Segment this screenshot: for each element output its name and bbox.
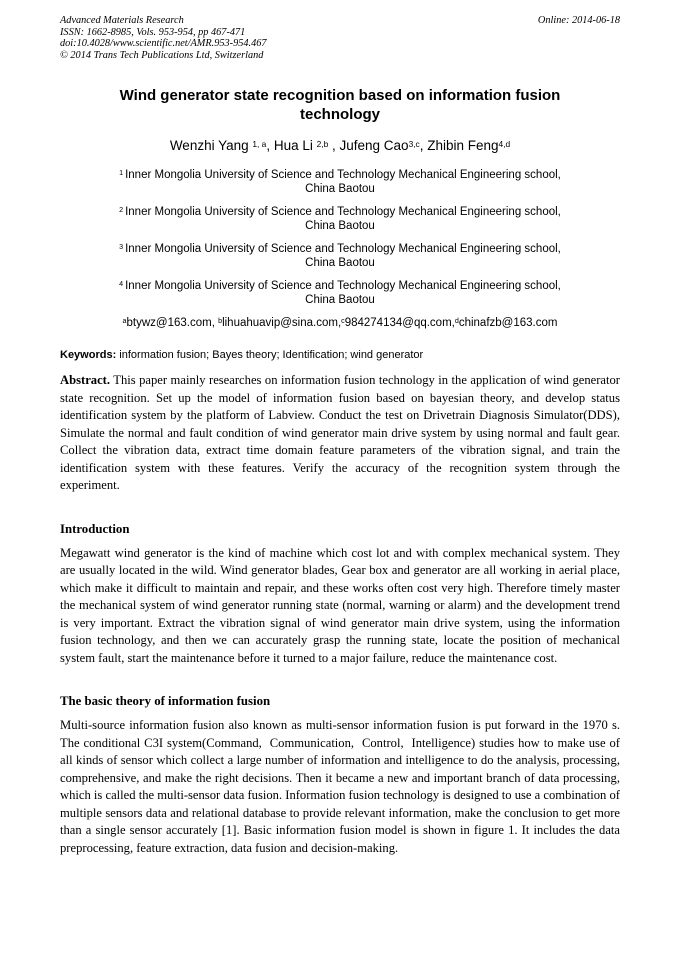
affiliation-name: Inner Mongolia University of Science and Technology Mechanical Engineering school,	[125, 206, 561, 219]
affiliation-city: China Baotou	[305, 220, 375, 233]
affiliation-city: China Baotou	[305, 183, 375, 196]
abstract-label: Abstract.	[60, 373, 111, 388]
journal-name: Advanced Materials Research	[60, 15, 184, 26]
author: Jufeng Cao$^{3,c}$,	[339, 138, 428, 154]
email-superscript: b	[218, 317, 223, 326]
email: $^b$lihuahuavip@sina.com,	[218, 317, 342, 330]
affiliation-superscript: 4	[119, 280, 124, 289]
affiliation-superscript: 3	[119, 243, 124, 252]
section-heading-basic-theory: The basic theory of information fusion	[60, 694, 271, 709]
affiliation-name: Inner Mongolia University of Science and Technology Mechanical Engineering school,	[125, 243, 561, 256]
affiliation-superscript: 1	[119, 169, 124, 178]
paper-title: Wind generator state recognition based on information fusion technology	[119, 87, 561, 124]
authors-line	[60, 137, 620, 154]
email-superscript: c	[341, 317, 345, 326]
journal-header	[60, 15, 620, 61]
copyright-line: © 2014 Trans Tech Publications Ltd, Switzerland	[60, 49, 264, 61]
online-date: Online: 2014-06-18	[537, 15, 620, 26]
issn-line: ISSN: 1662-8985, Vols. 953-954, pp 467-471	[60, 26, 246, 38]
abstract-text: This paper mainly researches on information fusion technology in the application of wind generator state recognition. Set up the model of information fusion based on bayesian theory, and develop status identification system by the platform of Labview. Conduct the test on Drivetrain Diagnosis Simulator(DDS), Simulate the normal and fault condition of wind generator main drive system by using normal and fault gear. Collect the vibration data, extract time domain feature parameters of the vibration signal, and train the identification system with these features. Verify the accuracy of the recognition system through the experiment.	[60, 373, 620, 493]
keywords-text: information fusion; Bayes theory; Identification; wind generator	[116, 349, 424, 362]
author-superscript: 3,c	[408, 138, 420, 149]
author-superscript: 4,d	[498, 138, 511, 149]
affiliation	[60, 205, 620, 233]
email: $^c$984274134@qq.com,	[341, 317, 455, 330]
affiliation-name: Inner Mongolia University of Science and Technology Mechanical Engineering school,	[125, 280, 561, 293]
section-body-basic-theory: Multi-source information fusion also known as multi-sensor information fusion is put forward in the 1970 s. The conditional C3I system(Command, Communication, Control, Intelligence) studies how to make use of all kinds of sensor which collect a large number of information and intelligence to do the analysis, processing, comprehensive, and make the right decisions. Then it became a new and important branch of data processing, which is called the multi-sensor data fusion. Information fusion technology is designed to use a combination of multiple sensors data and relational database to provide relevant information, make the conclusion to get more than a single sensor accurately [1]. Basic information fusion model is shown in figure 1. It includes the data preprocessing, feature extraction, data fusion and decision-making.	[60, 718, 620, 855]
keywords-label: Keywords:	[60, 349, 117, 362]
keywords-line	[60, 348, 620, 362]
affiliation	[60, 279, 620, 307]
affiliation	[60, 168, 620, 196]
author-superscript: 2,b	[316, 138, 329, 149]
affiliation-city: China Baotou	[305, 257, 375, 270]
section-heading-introduction: Introduction	[60, 521, 130, 536]
section-body-introduction: Megawatt wind generator is the kind of machine which cost lot and with complex mechanical system. They are usually located in the wild. Wind generator blades, Gear box and generator are all working in aerial place, which make it difficult to maintain and repair, and these works often cost very high. Therefore timely master the mechanical system of wind generator running state (normal, warning or alarm) and the development trend is very important. Extract the vibration signal of wind generator main drive system, using the information fusion technology, and then we can accurately grasp the running state, locate the position of mechanical system fault, start the maintenance before it turned to a major failure, reduce the maintenance cost.	[60, 545, 620, 665]
author: Zhibin Feng$^{4,d}$	[427, 138, 511, 154]
affiliation-city: China Baotou	[305, 294, 375, 307]
journal-info	[60, 15, 267, 61]
email: $^a$btywz@163.com,	[122, 317, 219, 330]
affiliation-name: Inner Mongolia University of Science and Technology Mechanical Engineering school,	[125, 169, 561, 182]
author-superscript: 1, a	[252, 138, 267, 149]
email: $^d$chinafzb@163.com	[454, 317, 558, 330]
affiliation	[60, 242, 620, 270]
email-superscript: d	[454, 317, 459, 326]
affiliations-block	[60, 168, 620, 307]
author: Wenzhi Yang $^{1, a}$,	[169, 138, 274, 154]
affiliation-superscript: 2	[119, 206, 124, 215]
author-emails	[60, 316, 620, 330]
doi-line: doi:10.4028/www.scientific.net/AMR.953-954.467	[60, 38, 267, 50]
email-superscript: a	[122, 317, 127, 326]
author: Hua Li $^{2,b}$ ,	[273, 138, 340, 154]
abstract-paragraph	[60, 372, 620, 495]
